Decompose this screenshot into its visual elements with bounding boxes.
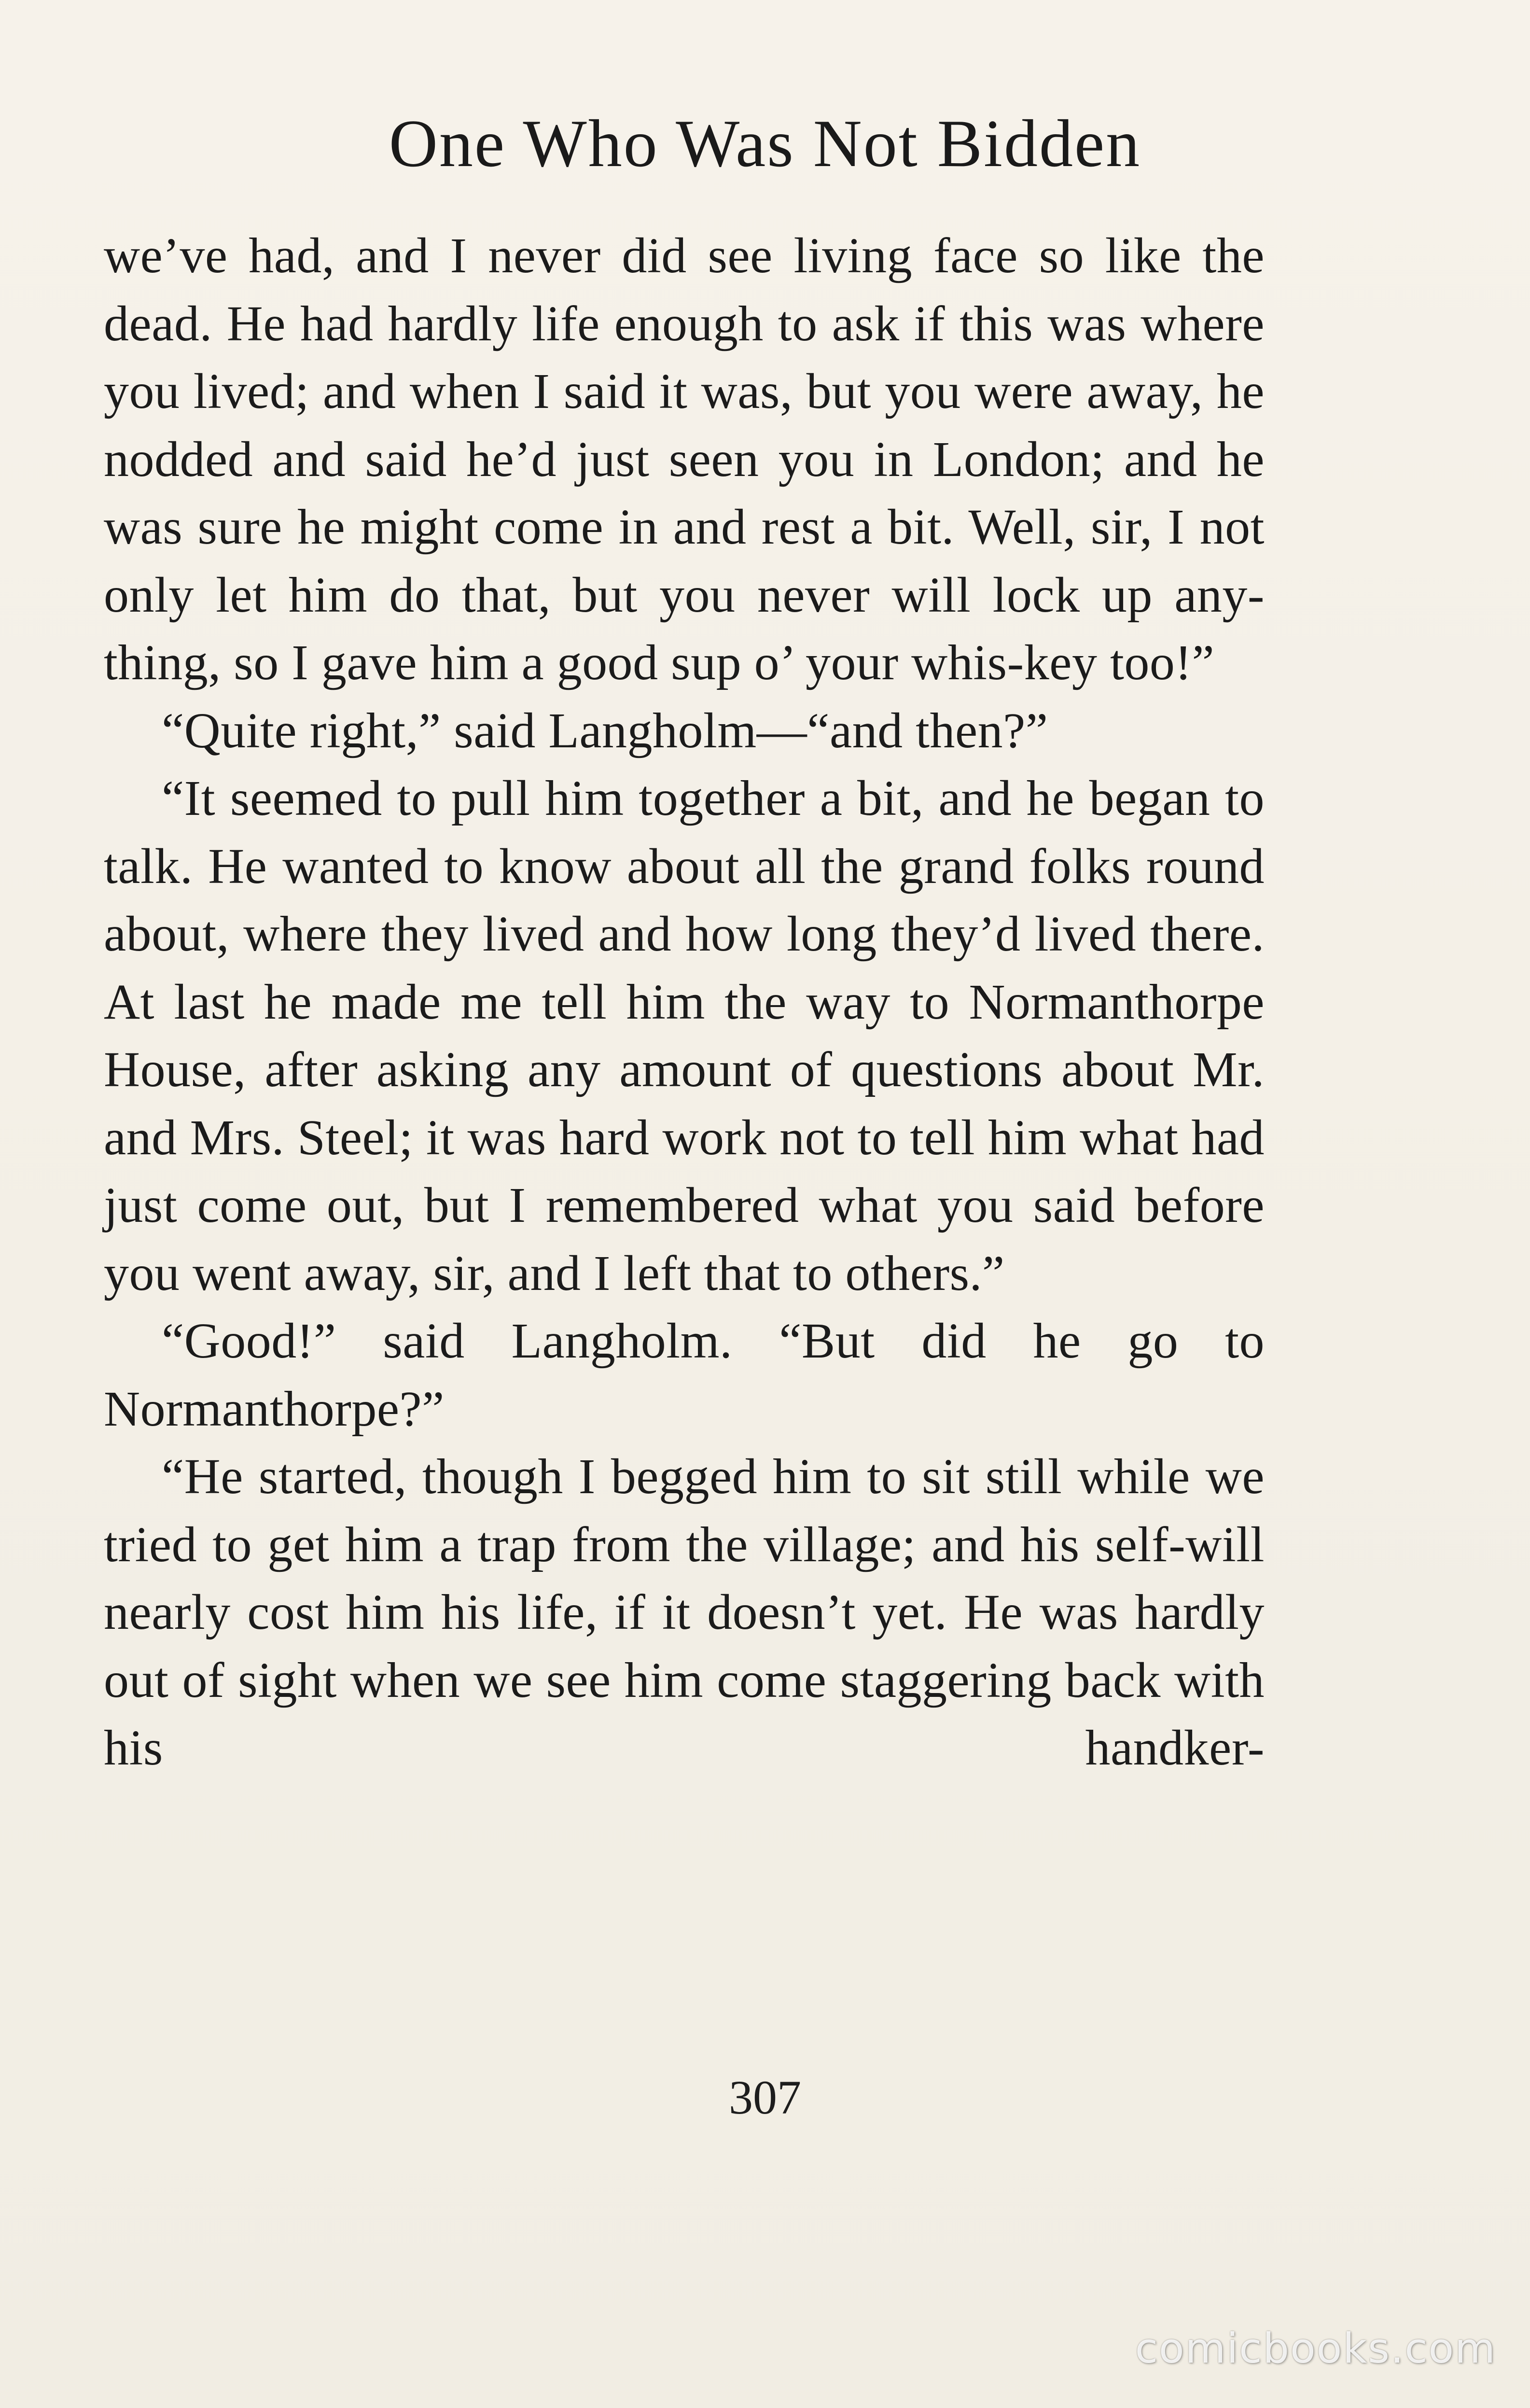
body-text [104,222,1265,1782]
paragraph-pull-together: “It seemed to pull him together a bit, and he began to talk. He wanted to know about all the grand folks round about, where they lived and how long they’d lived there. At last he made me tell him the way to Normanthorpe House, after asking any amount of questions about Mr. and Mrs. Steel; it was hard work not to tell him what had just come out, but I remembered what you said before you went away, sir, and I left that to others.” [104,770,1265,1301]
paragraph-continuation: we’ve had, and I never did see living face so like the dead. He had hardly life enough to ask if this was where you lived; and when I said it was, but you were away, he nodded and said he’d just seen you in London; and he was sure he might come in and rest a bit. Well, sir, I not only let him do that, but you never will lock up any-thing, so I gave him a good sup o’ your whis-key too!” [104,228,1265,690]
paragraph-he-started: “He started, though I begged him to sit still while we tried to get him a trap from the village; and his self-will nearly cost him his life, if it doesn’t yet. He was hardly out of sight when we see him come staggering back with his handker- [104,1449,1265,1776]
running-head: One Who Was Not Bidden [389,106,1141,181]
watermark: comicbooks.com [1135,2324,1496,2373]
page-number: 307 [729,2071,801,2124]
paragraph-quite-right: “Quite right,” said Langholm—“and then?” [162,702,1048,758]
paragraph-good: “Good!” said Langholm. “But did he go to Normanthorpe?” [104,1313,1265,1437]
